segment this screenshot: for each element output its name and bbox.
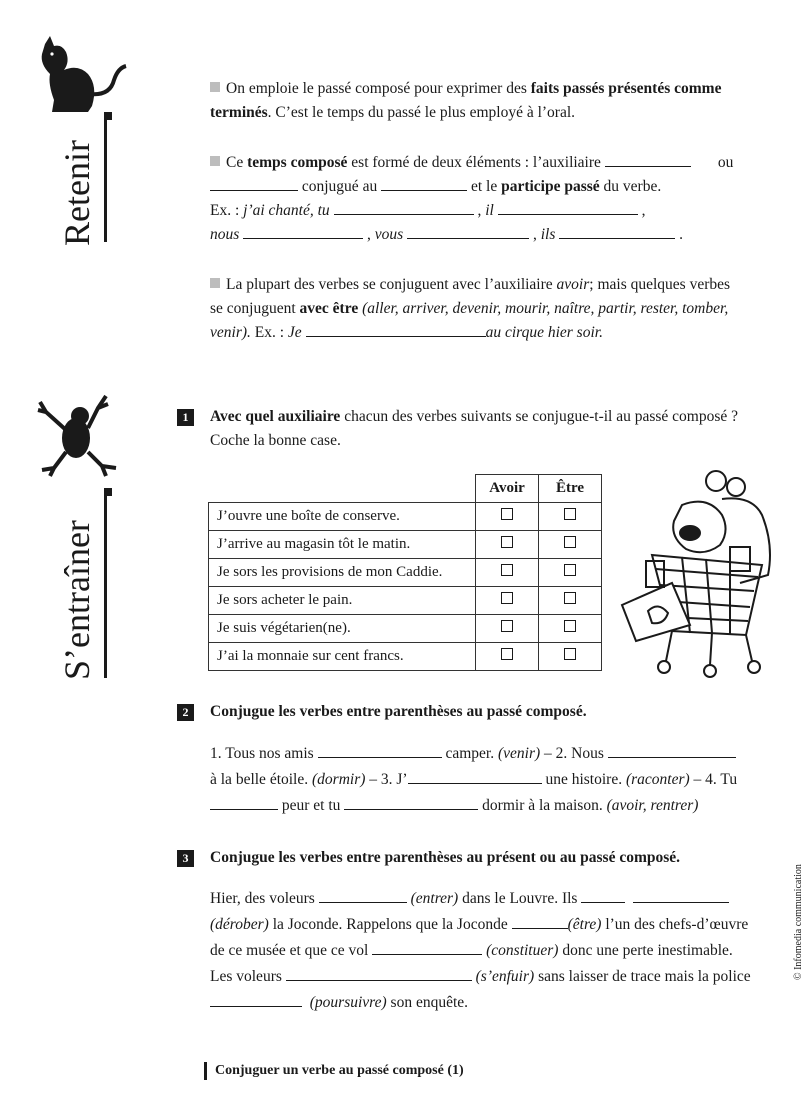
- retenir-title: Retenir: [57, 140, 97, 246]
- rule-paragraph-1: On emploie le passé composé pour exprimer des faits passés présentés comme terminés. C’est le temps du passé le plus employé à l’oral.: [210, 80, 722, 121]
- blank-derober[interactable]: [633, 888, 729, 903]
- checkbox-etre[interactable]: [564, 592, 576, 604]
- cat-icon: [30, 34, 130, 114]
- checkbox-etre[interactable]: [564, 620, 576, 632]
- exercise-2-instructions: Conjugue les verbes entre parenthèses au passé composé.: [210, 703, 587, 720]
- exercise-3-text: Hier, des voleurs (entrer) dans le Louvre. Ils (dérober) la Joconde. Rappelons que la Joconde (être) l’un des chefs-d’œuvre de ce musée et que ce vol (constituer) donc une perte inestimable. Les voleurs (s’enfuir) sans laisser de trace mais la police (poursuivre) son enquête.: [210, 890, 751, 1011]
- bullet-square: [210, 156, 220, 166]
- blank-poursuivre[interactable]: [210, 992, 302, 1007]
- checkbox-etre[interactable]: [564, 536, 576, 548]
- copyright-notice: © Infomedia communication: [793, 864, 804, 980]
- blank-avoir[interactable]: [210, 795, 278, 810]
- exercise-1-number: 1: [177, 409, 194, 426]
- blank-il[interactable]: [498, 200, 638, 215]
- shopping-cart-illustration: [612, 465, 790, 685]
- table-row: Je sors les provisions de mon Caddie.: [209, 559, 602, 587]
- blank-venir[interactable]: [318, 743, 442, 758]
- sentrainer-title: S’entraîner: [57, 520, 97, 680]
- page-footer: Conjuguer un verbe au passé composé (1): [204, 1062, 464, 1080]
- table-row: Je sors acheter le pain.: [209, 587, 602, 615]
- exercise-3-number: 3: [177, 850, 194, 867]
- table-row: J’arrive au magasin tôt le matin.: [209, 531, 602, 559]
- rule-paragraph-3: La plupart des verbes se conjuguent avec l’auxiliaire avoir; mais quelques verbes se conjuguent avec être (aller, arriver, devenir, mourir, naître, partir, rester, tomber, venir). Ex. : Je au cirque hier soir.: [210, 276, 731, 341]
- checkbox-avoir[interactable]: [501, 648, 513, 660]
- blank-tense[interactable]: [381, 176, 467, 191]
- blank-nous[interactable]: [243, 224, 363, 239]
- blank-auxiliary-1[interactable]: [605, 152, 691, 167]
- table-row: J’ouvre une boîte de conserve.: [209, 503, 602, 531]
- exercise-2-text: 1. Tous nos amis camper. (venir) – 2. Nous à la belle étoile. (dormir) – 3. J’ une histoire. (raconter) – 4. Tu peur et tu dormir à la maison. (avoir, rentrer): [210, 745, 738, 814]
- exercise-3-instructions: Conjugue les verbes entre parenthèses au présent ou au passé composé.: [210, 849, 681, 866]
- column-avoir: Avoir: [476, 475, 539, 503]
- table-row: Je suis végétarien(ne).: [209, 615, 602, 643]
- bullet-square: [210, 82, 220, 92]
- exercise-1-instructions: Avec quel auxiliaire chacun des verbes suivants se conjugue-t-il au passé composé ? Coche la bonne case.: [210, 408, 739, 449]
- blank-derober-aux[interactable]: [581, 888, 625, 903]
- blank-etre[interactable]: [512, 914, 568, 929]
- checkbox-etre[interactable]: [564, 648, 576, 660]
- blank-raconter[interactable]: [408, 769, 542, 784]
- checkbox-etre[interactable]: [564, 564, 576, 576]
- retenir-line: [104, 112, 107, 242]
- checkbox-etre[interactable]: [564, 508, 576, 520]
- checkbox-avoir[interactable]: [501, 620, 513, 632]
- exercise-2-number: 2: [177, 704, 194, 721]
- checkbox-avoir[interactable]: [501, 564, 513, 576]
- blank-auxiliary-2[interactable]: [210, 176, 298, 191]
- checkbox-avoir[interactable]: [501, 592, 513, 604]
- column-etre: Être: [539, 475, 602, 503]
- bullet-square: [210, 278, 220, 288]
- sentrainer-line: [104, 488, 107, 678]
- checkbox-avoir[interactable]: [501, 536, 513, 548]
- checkbox-avoir[interactable]: [501, 508, 513, 520]
- blank-entrer[interactable]: [319, 888, 407, 903]
- auxiliary-table: [208, 474, 602, 671]
- table-row: J’ai la monnaie sur cent francs.: [209, 643, 602, 671]
- blank-ils[interactable]: [559, 224, 675, 239]
- blank-constituer[interactable]: [372, 940, 482, 955]
- frog-icon: [36, 390, 124, 480]
- blank-je[interactable]: [306, 322, 486, 337]
- blank-tu[interactable]: [334, 200, 474, 215]
- rule-paragraph-2: Ce temps composé est formé de deux éléments : l’auxiliaire ou conjugué au et le participe passé du verbe. Ex. : j’ai chanté, tu , il , nous , vous , ils .: [210, 154, 734, 243]
- blank-dormir[interactable]: [608, 743, 736, 758]
- blank-senfuir[interactable]: [286, 966, 472, 981]
- blank-vous[interactable]: [407, 224, 529, 239]
- blank-rentrer[interactable]: [344, 795, 478, 810]
